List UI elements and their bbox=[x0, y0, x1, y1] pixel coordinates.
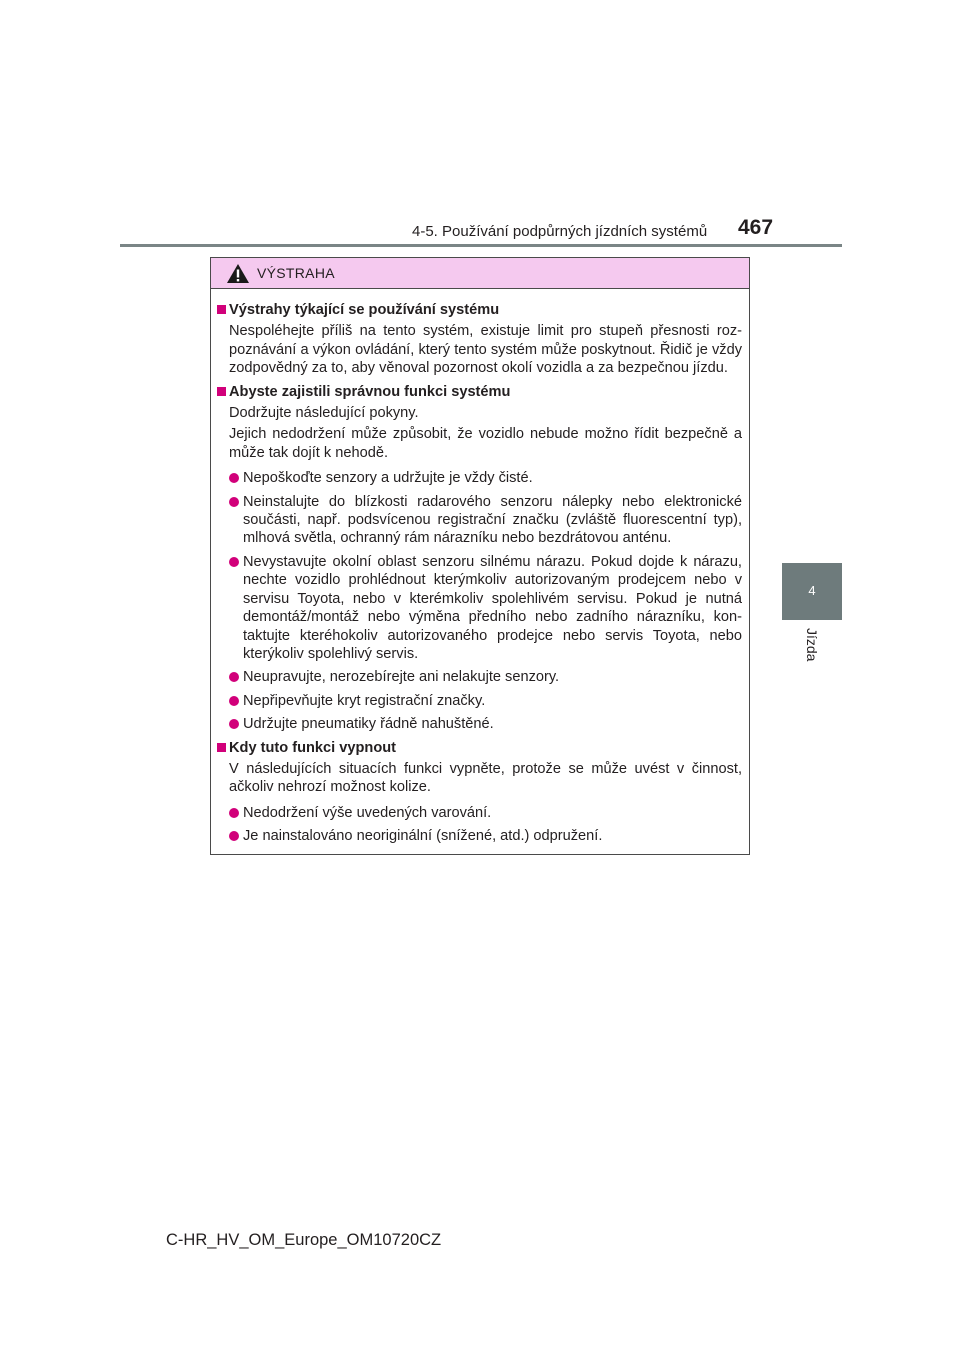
section-title-text: Výstrahy týkající se používání systému bbox=[229, 302, 500, 318]
warning-triangle-icon bbox=[227, 264, 249, 283]
header-rule bbox=[120, 244, 842, 247]
warning-header bbox=[211, 258, 749, 289]
section-paragraph: Nespoléhejte příliš na tento systém, existuje limit pro stupeň přesnosti roz-poznávání a výkon ovládání, který tento systém může poskytnout. Řidič je vždy zodpovědný za to, aby věnoval pozornost okolí vozidla a za bezpečnou jízdu. bbox=[229, 323, 742, 377]
square-bullet-icon bbox=[217, 387, 226, 396]
bullet-item bbox=[229, 469, 742, 487]
page-number: 467 bbox=[738, 216, 774, 239]
round-bullet-icon bbox=[229, 557, 239, 567]
square-bullet-icon bbox=[217, 743, 226, 752]
bullet-text: Nedodržení výše uvedených varování. bbox=[243, 804, 492, 821]
bullet-item bbox=[229, 804, 742, 822]
round-bullet-icon bbox=[229, 473, 239, 483]
bullet-text: Neinstalujte do blízkosti radarového senzoru nálepky nebo elektronické součásti, např. podsvícenou registrační značku (zvláště fluorescentní typ), mlhová světla, ochranný rám nárazníku nebo bezdrátovou anténu. bbox=[243, 493, 742, 547]
warning-box bbox=[210, 257, 750, 855]
warning-section bbox=[217, 739, 742, 846]
warning-body bbox=[211, 289, 749, 846]
section-title bbox=[217, 301, 742, 319]
chapter-label: Jízda bbox=[804, 628, 820, 662]
section-title bbox=[217, 739, 742, 757]
bullet-item bbox=[229, 827, 742, 845]
bullet-text: Udržujte pneumatiky řádně nahuštěné. bbox=[243, 716, 494, 733]
bullet-list bbox=[217, 469, 742, 733]
bullet-text: Je nainstalováno neoriginální (snížené, atd.) odpružení. bbox=[243, 828, 603, 845]
round-bullet-icon bbox=[229, 719, 239, 729]
round-bullet-icon bbox=[229, 696, 239, 706]
bullet-text: Nepřipevňujte kryt registrační značky. bbox=[243, 692, 486, 709]
header-title: 4-5. Používání podpůrných jízdních systémů bbox=[412, 223, 708, 240]
section-title-text: Kdy tuto funkci vypnout bbox=[229, 739, 397, 756]
round-bullet-icon bbox=[229, 497, 239, 507]
bullet-text: Nepoškoďte senzory a udržujte je vždy čisté. bbox=[243, 470, 533, 487]
section-paragraph: Dodržujte následující pokyny. bbox=[229, 405, 419, 422]
round-bullet-icon bbox=[229, 808, 239, 818]
round-bullet-icon bbox=[229, 831, 239, 841]
bullet-item bbox=[229, 553, 742, 663]
bullet-text: Neupravujte, nerozebírejte ani nelakujte senzory. bbox=[243, 669, 560, 686]
warning-section bbox=[217, 383, 742, 734]
section-paragraph: Jejich nedodržení může způsobit, že vozidlo nebude možno řídit bezpečně a může tak dojít k nehodě. bbox=[229, 426, 742, 461]
bullet-item bbox=[229, 715, 742, 733]
section-title-text: Abyste zajistili správnou funkci systému bbox=[229, 383, 511, 400]
bullet-item bbox=[229, 668, 742, 686]
section-paragraph: V následujících situacích funkci vypněte, protože se může uvést v činnost, ačkoliv nehrozí možnost kolize. bbox=[229, 760, 742, 796]
square-bullet-icon bbox=[217, 305, 226, 314]
footer-document-code: C-HR_HV_OM_Europe_OM10720CZ bbox=[166, 1231, 442, 1249]
round-bullet-icon bbox=[229, 672, 239, 682]
section-title bbox=[217, 383, 742, 401]
bullet-text: Nevystavujte okolní oblast senzoru silnému nárazu. Pokud dojde k nárazu, nechte vozidlo prohlédnout kterýmkoliv autorizovaným prodejcem nebo v servisu Toyota, nebo v kterémkoliv spolehlivém servisu. Pokud je nutná demontáž/montáž nebo výměna předního nebo zadního nárazníku, kon-taktujte kteréhokoliv autorizovaného prodejce nebo servis Toyota, nebo kterýkoliv spolehlivý servis. bbox=[243, 553, 742, 662]
warning-heading: VÝSTRAHA bbox=[257, 265, 335, 281]
warning-section bbox=[217, 301, 742, 378]
chapter-number: 4 bbox=[808, 583, 816, 598]
bullet-item bbox=[229, 692, 742, 710]
bullet-item bbox=[229, 493, 742, 548]
chapter-tab bbox=[782, 563, 842, 620]
bullet-list bbox=[217, 804, 742, 846]
